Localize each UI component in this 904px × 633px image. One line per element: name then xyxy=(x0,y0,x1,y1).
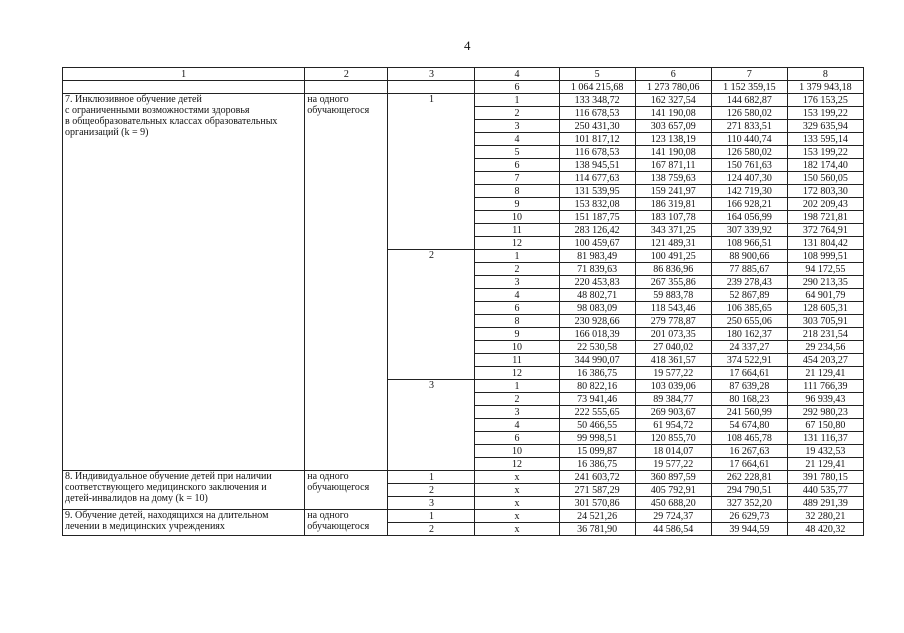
subgroup-cell: x xyxy=(475,510,559,523)
value-cell: 48 420,32 xyxy=(787,523,863,536)
value-cell: 150 560,05 xyxy=(787,172,863,185)
value-cell: 1 273 780,06 xyxy=(635,81,711,94)
value-cell: 80 822,16 xyxy=(559,380,635,393)
column-header: 6 xyxy=(635,68,711,81)
value-cell: 454 203,27 xyxy=(787,354,863,367)
subgroup-cell: 4 xyxy=(475,289,559,302)
value-cell: 1 064 215,68 xyxy=(559,81,635,94)
value-cell: 159 241,97 xyxy=(635,185,711,198)
value-cell: 61 954,72 xyxy=(635,419,711,432)
value-cell: 100 459,67 xyxy=(559,237,635,250)
value-cell: 111 766,39 xyxy=(787,380,863,393)
value-cell: 290 213,35 xyxy=(787,276,863,289)
value-cell: 50 466,55 xyxy=(559,419,635,432)
section-8-title xyxy=(63,471,305,510)
subgroup-cell: 3 xyxy=(475,276,559,289)
subgroup-cell: 9 xyxy=(475,328,559,341)
value-cell: 99 998,51 xyxy=(559,432,635,445)
value-cell: 329 635,94 xyxy=(787,120,863,133)
subgroup-cell: 12 xyxy=(475,458,559,471)
value-cell: 202 209,43 xyxy=(787,198,863,211)
group-cell: 2 xyxy=(388,250,475,380)
value-cell: 123 138,19 xyxy=(635,133,711,146)
subgroup-cell: 6 xyxy=(475,81,559,94)
value-cell: 153 199,22 xyxy=(787,107,863,120)
value-cell: 54 674,80 xyxy=(711,419,787,432)
value-cell: 166 928,21 xyxy=(711,198,787,211)
subgroup-cell: 12 xyxy=(475,237,559,250)
value-cell: 89 384,77 xyxy=(635,393,711,406)
section-7-title-line: организаций (k = 9) xyxy=(65,127,149,138)
value-cell: 218 231,54 xyxy=(787,328,863,341)
value-cell: 141 190,08 xyxy=(635,107,711,120)
value-cell: 59 883,78 xyxy=(635,289,711,302)
value-cell: 126 580,02 xyxy=(711,107,787,120)
value-cell: 360 897,59 xyxy=(635,471,711,484)
value-cell: 128 605,31 xyxy=(787,302,863,315)
value-cell: 374 522,91 xyxy=(711,354,787,367)
value-cell: 138 945,51 xyxy=(559,159,635,172)
unit-cell-line: обучающегося xyxy=(307,482,370,493)
value-cell: 77 885,67 xyxy=(711,263,787,276)
group-cell: 1 xyxy=(388,510,475,523)
value-cell: 100 491,25 xyxy=(635,250,711,263)
value-cell: 67 150,80 xyxy=(787,419,863,432)
subgroup-cell: 11 xyxy=(475,224,559,237)
subgroup-cell: 10 xyxy=(475,341,559,354)
subgroup-cell: 1 xyxy=(475,380,559,393)
subgroup-cell: 4 xyxy=(475,419,559,432)
section-7-title xyxy=(63,94,305,471)
value-cell: 116 678,53 xyxy=(559,107,635,120)
value-cell: 131 539,95 xyxy=(559,185,635,198)
value-cell: 180 162,37 xyxy=(711,328,787,341)
value-cell: 153 199,22 xyxy=(787,146,863,159)
value-cell: 262 228,81 xyxy=(711,471,787,484)
unit-cell-line: на одного xyxy=(307,94,349,105)
value-cell: 124 407,30 xyxy=(711,172,787,185)
section-8-title-line: детей-инвалидов на дому (k = 10) xyxy=(65,493,208,504)
subgroup-cell: x xyxy=(475,484,559,497)
value-cell: 17 664,61 xyxy=(711,458,787,471)
unit-cell xyxy=(305,510,388,536)
value-cell: 24 337,27 xyxy=(711,341,787,354)
column-header: 8 xyxy=(787,68,863,81)
unit-cell xyxy=(305,94,388,471)
value-cell: 138 759,63 xyxy=(635,172,711,185)
value-cell: 405 792,91 xyxy=(635,484,711,497)
subgroup-cell: 1 xyxy=(475,94,559,107)
unit-cell-line: обучающегося xyxy=(307,105,370,116)
value-cell: 39 944,59 xyxy=(711,523,787,536)
value-cell: 19 577,22 xyxy=(635,367,711,380)
value-cell: 120 855,70 xyxy=(635,432,711,445)
value-cell: 141 190,08 xyxy=(635,146,711,159)
column-header: 1 xyxy=(63,68,305,81)
value-cell: 101 817,12 xyxy=(559,133,635,146)
value-cell: 110 440,74 xyxy=(711,133,787,146)
table-row xyxy=(63,81,864,94)
column-header: 5 xyxy=(559,68,635,81)
value-cell: 343 371,25 xyxy=(635,224,711,237)
section-8-title-line: соответствующего медицинского заключения и xyxy=(65,482,267,493)
value-cell: 29 724,37 xyxy=(635,510,711,523)
value-cell: 303 657,09 xyxy=(635,120,711,133)
value-cell: 186 319,81 xyxy=(635,198,711,211)
value-cell: 271 587,29 xyxy=(559,484,635,497)
value-cell: 241 560,99 xyxy=(711,406,787,419)
subgroup-cell: 3 xyxy=(475,406,559,419)
value-cell: 94 172,55 xyxy=(787,263,863,276)
value-cell: 80 168,23 xyxy=(711,393,787,406)
value-cell: 73 941,46 xyxy=(559,393,635,406)
subgroup-cell: 10 xyxy=(475,445,559,458)
value-cell: 32 280,21 xyxy=(787,510,863,523)
value-cell: 151 187,75 xyxy=(559,211,635,224)
value-cell: 267 355,86 xyxy=(635,276,711,289)
column-header: 4 xyxy=(475,68,559,81)
value-cell: 450 688,20 xyxy=(635,497,711,510)
value-cell: 116 678,53 xyxy=(559,146,635,159)
value-cell: 16 386,75 xyxy=(559,458,635,471)
value-cell: 16 267,63 xyxy=(711,445,787,458)
section-7-title-line: 7. Инклюзивное обучение детей xyxy=(65,94,202,105)
value-cell: 241 603,72 xyxy=(559,471,635,484)
subgroup-cell: x xyxy=(475,471,559,484)
empty-cell xyxy=(388,81,475,94)
value-cell: 88 900,66 xyxy=(711,250,787,263)
section-9-title xyxy=(63,510,305,536)
value-cell: 133 348,72 xyxy=(559,94,635,107)
subgroup-cell: 2 xyxy=(475,263,559,276)
value-cell: 108 966,51 xyxy=(711,237,787,250)
value-cell: 283 126,42 xyxy=(559,224,635,237)
subgroup-cell: 6 xyxy=(475,432,559,445)
value-cell: 198 721,81 xyxy=(787,211,863,224)
value-cell: 106 385,65 xyxy=(711,302,787,315)
subgroup-cell: 10 xyxy=(475,211,559,224)
value-cell: 98 083,09 xyxy=(559,302,635,315)
value-cell: 114 677,63 xyxy=(559,172,635,185)
value-cell: 303 705,91 xyxy=(787,315,863,328)
unit-cell-line: на одного xyxy=(307,510,349,521)
subgroup-cell: 1 xyxy=(475,250,559,263)
unit-cell xyxy=(305,471,388,510)
subgroup-cell: x xyxy=(475,497,559,510)
group-cell: 3 xyxy=(388,497,475,510)
value-cell: 133 595,14 xyxy=(787,133,863,146)
value-cell: 27 040,02 xyxy=(635,341,711,354)
section-7-title-line: с ограниченными возможностями здоровья xyxy=(65,105,250,116)
value-cell: 294 790,51 xyxy=(711,484,787,497)
unit-cell-line: обучающегося xyxy=(307,521,370,532)
unit-cell-line: на одного xyxy=(307,471,349,482)
value-cell: 21 129,41 xyxy=(787,458,863,471)
value-cell: 183 107,78 xyxy=(635,211,711,224)
value-cell: 220 453,83 xyxy=(559,276,635,289)
value-cell: 167 871,11 xyxy=(635,159,711,172)
subgroup-cell: 6 xyxy=(475,302,559,315)
group-cell: 2 xyxy=(388,484,475,497)
value-cell: 64 901,79 xyxy=(787,289,863,302)
value-cell: 327 352,20 xyxy=(711,497,787,510)
value-cell: 52 867,89 xyxy=(711,289,787,302)
value-cell: 153 832,08 xyxy=(559,198,635,211)
page-number: 4 xyxy=(464,38,471,53)
value-cell: 176 153,25 xyxy=(787,94,863,107)
value-cell: 121 489,31 xyxy=(635,237,711,250)
value-cell: 126 580,02 xyxy=(711,146,787,159)
group-cell: 1 xyxy=(388,471,475,484)
value-cell: 418 361,57 xyxy=(635,354,711,367)
table-row xyxy=(63,94,864,107)
section-9-title-line: 9. Обучение детей, находящихся на длительном xyxy=(65,510,269,521)
value-cell: 307 339,92 xyxy=(711,224,787,237)
value-cell: 292 980,23 xyxy=(787,406,863,419)
value-cell: 15 099,87 xyxy=(559,445,635,458)
column-header: 2 xyxy=(305,68,388,81)
value-cell: 71 839,63 xyxy=(559,263,635,276)
value-cell: 271 833,51 xyxy=(711,120,787,133)
value-cell: 1 152 359,15 xyxy=(711,81,787,94)
value-cell: 301 570,86 xyxy=(559,497,635,510)
tariff-table xyxy=(62,67,864,536)
section-9-title-line: лечении в медицинских учреждениях xyxy=(65,521,225,532)
value-cell: 269 903,67 xyxy=(635,406,711,419)
value-cell: 19 577,22 xyxy=(635,458,711,471)
value-cell: 36 781,90 xyxy=(559,523,635,536)
value-cell: 162 327,54 xyxy=(635,94,711,107)
value-cell: 16 386,75 xyxy=(559,367,635,380)
value-cell: 29 234,56 xyxy=(787,341,863,354)
subgroup-cell: 8 xyxy=(475,185,559,198)
value-cell: 250 431,30 xyxy=(559,120,635,133)
header-row xyxy=(63,68,864,81)
subgroup-cell: 2 xyxy=(475,393,559,406)
value-cell: 142 719,30 xyxy=(711,185,787,198)
group-cell: 2 xyxy=(388,523,475,536)
value-cell: 17 664,61 xyxy=(711,367,787,380)
subgroup-cell: 3 xyxy=(475,120,559,133)
table-row xyxy=(63,471,864,484)
value-cell: 391 780,15 xyxy=(787,471,863,484)
column-header: 7 xyxy=(711,68,787,81)
value-cell: 1 379 943,18 xyxy=(787,81,863,94)
value-cell: 96 939,43 xyxy=(787,393,863,406)
section-7-title-line: в общеобразовательных классах образовательных xyxy=(65,116,278,127)
subgroup-cell: 6 xyxy=(475,159,559,172)
subgroup-cell: 12 xyxy=(475,367,559,380)
group-cell: 3 xyxy=(388,380,475,471)
subgroup-cell: 7 xyxy=(475,172,559,185)
value-cell: 150 761,63 xyxy=(711,159,787,172)
value-cell: 108 465,78 xyxy=(711,432,787,445)
table-row xyxy=(63,510,864,523)
value-cell: 44 586,54 xyxy=(635,523,711,536)
value-cell: 172 803,30 xyxy=(787,185,863,198)
value-cell: 230 928,66 xyxy=(559,315,635,328)
empty-cell xyxy=(305,81,388,94)
subgroup-cell: 2 xyxy=(475,107,559,120)
value-cell: 131 804,42 xyxy=(787,237,863,250)
value-cell: 344 990,07 xyxy=(559,354,635,367)
subgroup-cell: 9 xyxy=(475,198,559,211)
value-cell: 108 999,51 xyxy=(787,250,863,263)
value-cell: 201 073,35 xyxy=(635,328,711,341)
value-cell: 166 018,39 xyxy=(559,328,635,341)
value-cell: 164 056,99 xyxy=(711,211,787,224)
section-8-title-line: 8. Индивидуальное обучение детей при наличии xyxy=(65,471,272,482)
value-cell: 440 535,77 xyxy=(787,484,863,497)
value-cell: 182 174,40 xyxy=(787,159,863,172)
value-cell: 21 129,41 xyxy=(787,367,863,380)
subgroup-cell: 8 xyxy=(475,315,559,328)
value-cell: 144 682,87 xyxy=(711,94,787,107)
subgroup-cell: 5 xyxy=(475,146,559,159)
subgroup-cell: 11 xyxy=(475,354,559,367)
value-cell: 81 983,49 xyxy=(559,250,635,263)
value-cell: 48 802,71 xyxy=(559,289,635,302)
value-cell: 250 655,06 xyxy=(711,315,787,328)
value-cell: 489 291,39 xyxy=(787,497,863,510)
value-cell: 24 521,26 xyxy=(559,510,635,523)
subgroup-cell: x xyxy=(475,523,559,536)
empty-cell xyxy=(63,81,305,94)
value-cell: 118 543,46 xyxy=(635,302,711,315)
value-cell: 239 278,43 xyxy=(711,276,787,289)
subgroup-cell: 4 xyxy=(475,133,559,146)
value-cell: 87 639,28 xyxy=(711,380,787,393)
value-cell: 86 836,96 xyxy=(635,263,711,276)
value-cell: 22 530,58 xyxy=(559,341,635,354)
group-cell: 1 xyxy=(388,94,475,250)
value-cell: 26 629,73 xyxy=(711,510,787,523)
value-cell: 103 039,06 xyxy=(635,380,711,393)
value-cell: 19 432,53 xyxy=(787,445,863,458)
value-cell: 131 116,37 xyxy=(787,432,863,445)
column-header: 3 xyxy=(388,68,475,81)
value-cell: 372 764,91 xyxy=(787,224,863,237)
value-cell: 279 778,87 xyxy=(635,315,711,328)
value-cell: 18 014,07 xyxy=(635,445,711,458)
value-cell: 222 555,65 xyxy=(559,406,635,419)
